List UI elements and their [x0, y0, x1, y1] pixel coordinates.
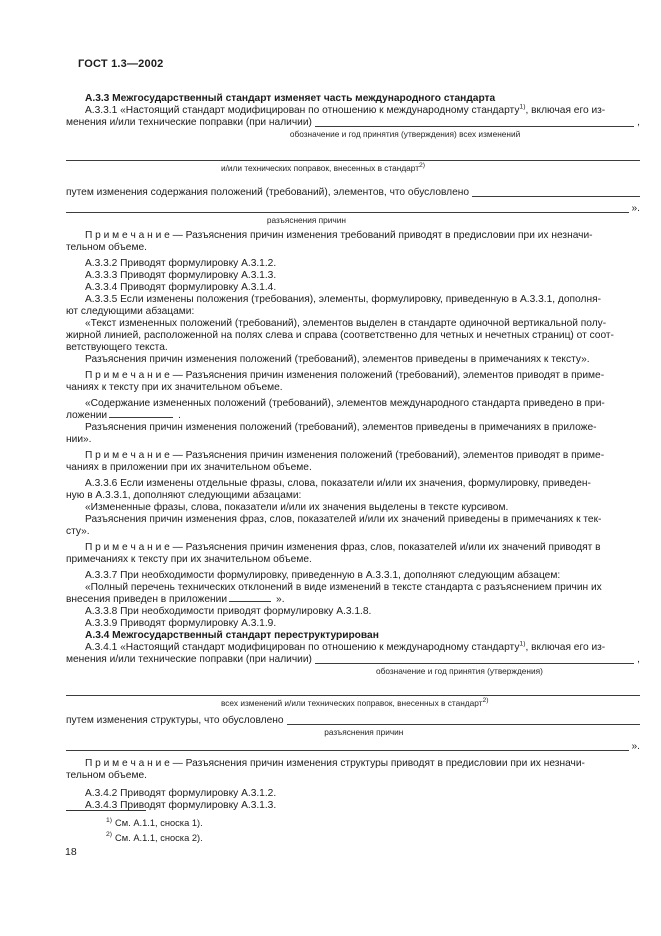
line-text: тельном объеме.	[66, 770, 147, 781]
rule-line	[66, 741, 640, 753]
line-text: А.3.4.2 Приводят формулировку А.3.1.2.	[85, 788, 277, 799]
underline-caption	[376, 666, 640, 676]
text-line	[66, 398, 640, 410]
line-text: П р и м е ч а н и е — Разъяснения причин изменения структуры приводят в предисловии при их незначи-	[85, 758, 585, 769]
line-text: П р и м е ч а н и е — Разъяснения причин изменения положений (требований), элементов приводят в приме-	[85, 370, 605, 381]
line-text: «Содержание измененных положений (требований), элементов международного стандарта приведено в при-	[85, 398, 605, 409]
rule-line	[66, 686, 640, 698]
text-line	[66, 105, 640, 117]
text-line	[66, 242, 640, 254]
text-line	[66, 462, 640, 474]
text-line	[66, 554, 640, 566]
blank-underline	[66, 160, 640, 161]
footnote-text: См. А.1.1, сноска 2).	[115, 832, 203, 843]
section-heading	[66, 630, 640, 642]
line-text: А.3.3.3 Приводят формулировку А.3.1.3.	[85, 270, 277, 281]
line-text: А.3.3.7 При необходимости формулировку, приведенную в А.3.3.1, дополняют следующим абзацем:	[85, 570, 561, 581]
section-heading	[66, 93, 640, 105]
rule-line	[66, 203, 640, 215]
page-number: 18	[65, 846, 77, 858]
footnote	[66, 816, 640, 831]
text-line	[66, 422, 640, 434]
blank-underline	[315, 126, 634, 127]
line-text: «Текст измененных положений (требований), элементов выделен в стандарте одиночной вертикальной полу-	[85, 318, 607, 329]
line-text: Разъяснения причин изменения положений (требований), элементов приведены в примечаниях в приложе-	[85, 422, 597, 433]
footnote-ref: 1)	[519, 640, 526, 648]
blank-underline	[229, 599, 271, 602]
line-text: А.3.4.1 «Настоящий стандарт модифицирован по отношению к международному стандарту	[85, 642, 520, 653]
line-text: путем изменения структуры, что обусловлено	[66, 715, 284, 726]
text-line	[66, 514, 640, 526]
footnote-ref: 2)	[419, 162, 426, 170]
line-text: .	[178, 410, 181, 421]
line-text: ют следующими абзацами:	[66, 306, 195, 317]
line-text: разъяснения причин	[324, 727, 404, 737]
blank-underline	[66, 212, 629, 213]
text-line	[66, 354, 640, 366]
line-text: тельном объеме.	[66, 242, 147, 253]
text-line	[66, 582, 640, 594]
fill-in-line	[66, 715, 640, 727]
line-text: ».	[631, 741, 640, 752]
footnote-marker: 1)	[106, 816, 113, 824]
text-line	[66, 490, 640, 502]
line-text: А.3.3.9 Приводят формулировку А.3.1.9.	[85, 618, 277, 629]
text-line	[66, 230, 640, 242]
line-text: менения и/или технические поправки (при наличии)	[66, 654, 312, 665]
line-text: А.3.4 Межгосударственный стандарт переструктурирован	[85, 630, 379, 641]
blank-underline	[315, 663, 634, 664]
line-text: внесения приведен в приложении	[66, 594, 228, 605]
line-text: разъяснения причин	[266, 215, 346, 225]
text-line	[66, 434, 640, 446]
line-text: ».	[276, 594, 285, 605]
blank-underline	[66, 695, 640, 696]
underline-caption	[324, 727, 640, 737]
underline-caption	[267, 215, 640, 225]
blank-underline	[66, 750, 629, 751]
text-line	[66, 450, 640, 462]
text-line	[66, 370, 640, 382]
text-line	[66, 758, 640, 770]
line-text: А.3.3.8 При необходимости приводят формулировку А.3.1.8.	[85, 606, 372, 617]
text-line	[66, 570, 640, 582]
footnote	[66, 831, 640, 846]
text-line	[66, 282, 640, 294]
text-line	[66, 306, 640, 318]
line-text: , включая его из-	[525, 642, 606, 653]
footnote-rule	[66, 810, 146, 811]
line-text: ложении	[66, 410, 108, 421]
text-line	[66, 642, 640, 654]
line-text: обозначение и год принятия (утверждения) всех изменений	[289, 129, 521, 139]
line-text: Разъяснения причин изменения положений (требований), элементов приведены в примечаниях к тексту».	[85, 354, 590, 365]
line-text: А.3.3.4 Приводят формулировку А.3.1.4.	[85, 282, 277, 293]
fill-in-line	[66, 410, 640, 422]
line-text: нии».	[66, 434, 92, 445]
footnote-list	[66, 816, 640, 845]
fill-in-line	[66, 187, 640, 199]
line-text: П р и м е ч а н и е — Разъяснения причин изменения положений (требований), элементов приводят в приме-	[85, 450, 605, 461]
line-text: ную в А.3.3.1, дополняют следующими абзацами:	[66, 490, 302, 501]
text-line	[66, 478, 640, 490]
underline-caption	[221, 698, 640, 708]
line-text: ».	[631, 203, 640, 214]
text-line	[66, 606, 640, 618]
document-body	[66, 93, 640, 812]
line-text: П р и м е ч а н и е — Разъяснения причин изменения требований приводят в предисловии при их незначи-	[85, 230, 593, 241]
line-text: ,	[637, 654, 640, 665]
text-line	[66, 542, 640, 554]
text-line	[66, 330, 640, 342]
line-text: «Измененные фразы, слова, показатели и/или их значения выделены в тексте курсивом.	[85, 502, 509, 513]
line-text: А.3.3.5 Если изменены положения (требования), элементы, формулировку, приведенную в А.3.3.1, дополня-	[85, 294, 601, 305]
line-text: , включая его из-	[525, 105, 606, 116]
line-text: ,	[637, 117, 640, 128]
line-text: А.3.3.2 Приводят формулировку А.3.1.2.	[85, 258, 277, 269]
line-text: сту».	[66, 526, 90, 537]
fill-in-line	[66, 117, 640, 129]
page-header: ГОСТ 1.3—2002	[78, 58, 164, 70]
line-text: обозначение и год принятия (утверждения)	[375, 666, 543, 676]
blank-underline	[472, 196, 640, 197]
rule-line	[66, 151, 640, 163]
line-text: А.3.3.1 «Настоящий стандарт модифицирован по отношению к международному стандарту	[85, 105, 520, 116]
fill-in-line	[66, 594, 640, 606]
footnote-marker: 2)	[106, 831, 113, 839]
text-line	[66, 502, 640, 514]
line-text: путем изменения содержания положений (требований), элементов, что обусловлено	[66, 187, 470, 198]
line-text: А.3.4.3 Приводят формулировку А.3.1.3.	[85, 800, 277, 811]
text-line	[66, 526, 640, 538]
line-text: менения и/или технические поправки (при наличии)	[66, 117, 312, 128]
text-line	[66, 788, 640, 800]
text-line	[66, 318, 640, 330]
footnote-text: См. А.1.1, сноска 1).	[115, 818, 203, 828]
text-line	[66, 258, 640, 270]
text-line	[66, 770, 640, 782]
line-text: П р и м е ч а н и е — Разъяснения причин изменения фраз, слов, показателей и/или их значений приводят в	[85, 542, 601, 553]
blank-underline	[287, 724, 640, 725]
line-text: всех изменений и/или технических поправок, внесенных в стандарт	[220, 698, 483, 708]
text-line	[66, 618, 640, 630]
underline-caption	[221, 163, 640, 173]
line-text: жирной линией, расположенной на полях слева и справа (соответственно для четных и нечетных страниц) от соот-	[66, 330, 614, 341]
blank-underline	[109, 415, 173, 418]
line-text: и/или технических поправок, внесенных в стандарт	[220, 163, 420, 173]
line-text: «Полный перечень технических отклонений в виде изменений в тексте стандарта с разъяснением причин их	[85, 582, 602, 593]
line-text: примечаниях к тексту при их значительном объеме.	[66, 554, 312, 565]
footnote-ref: 1)	[519, 103, 526, 111]
text-line	[66, 270, 640, 282]
line-text: чаниях в приложении при их значительном объеме.	[66, 462, 312, 473]
text-line	[66, 294, 640, 306]
text-line	[66, 382, 640, 394]
footnote-ref: 2)	[482, 697, 489, 705]
fill-in-line	[66, 654, 640, 666]
line-text: Разъяснения причин изменения фраз, слов, показателей и/или их значений приведены в примечаниях к тек-	[85, 514, 602, 525]
footnote-section	[66, 810, 640, 845]
line-text: ветствующего текста.	[66, 342, 168, 353]
text-line	[66, 342, 640, 354]
line-text: А.3.3.6 Если изменены отдельные фразы, слова, показатели и/или их значения, формулировку, приведен-	[85, 478, 591, 489]
line-text: А.3.3 Межгосударственный стандарт изменяет часть международного стандарта	[85, 93, 496, 104]
line-text: чаниях к тексту при их значительном объеме.	[66, 382, 283, 393]
underline-caption	[290, 129, 640, 139]
